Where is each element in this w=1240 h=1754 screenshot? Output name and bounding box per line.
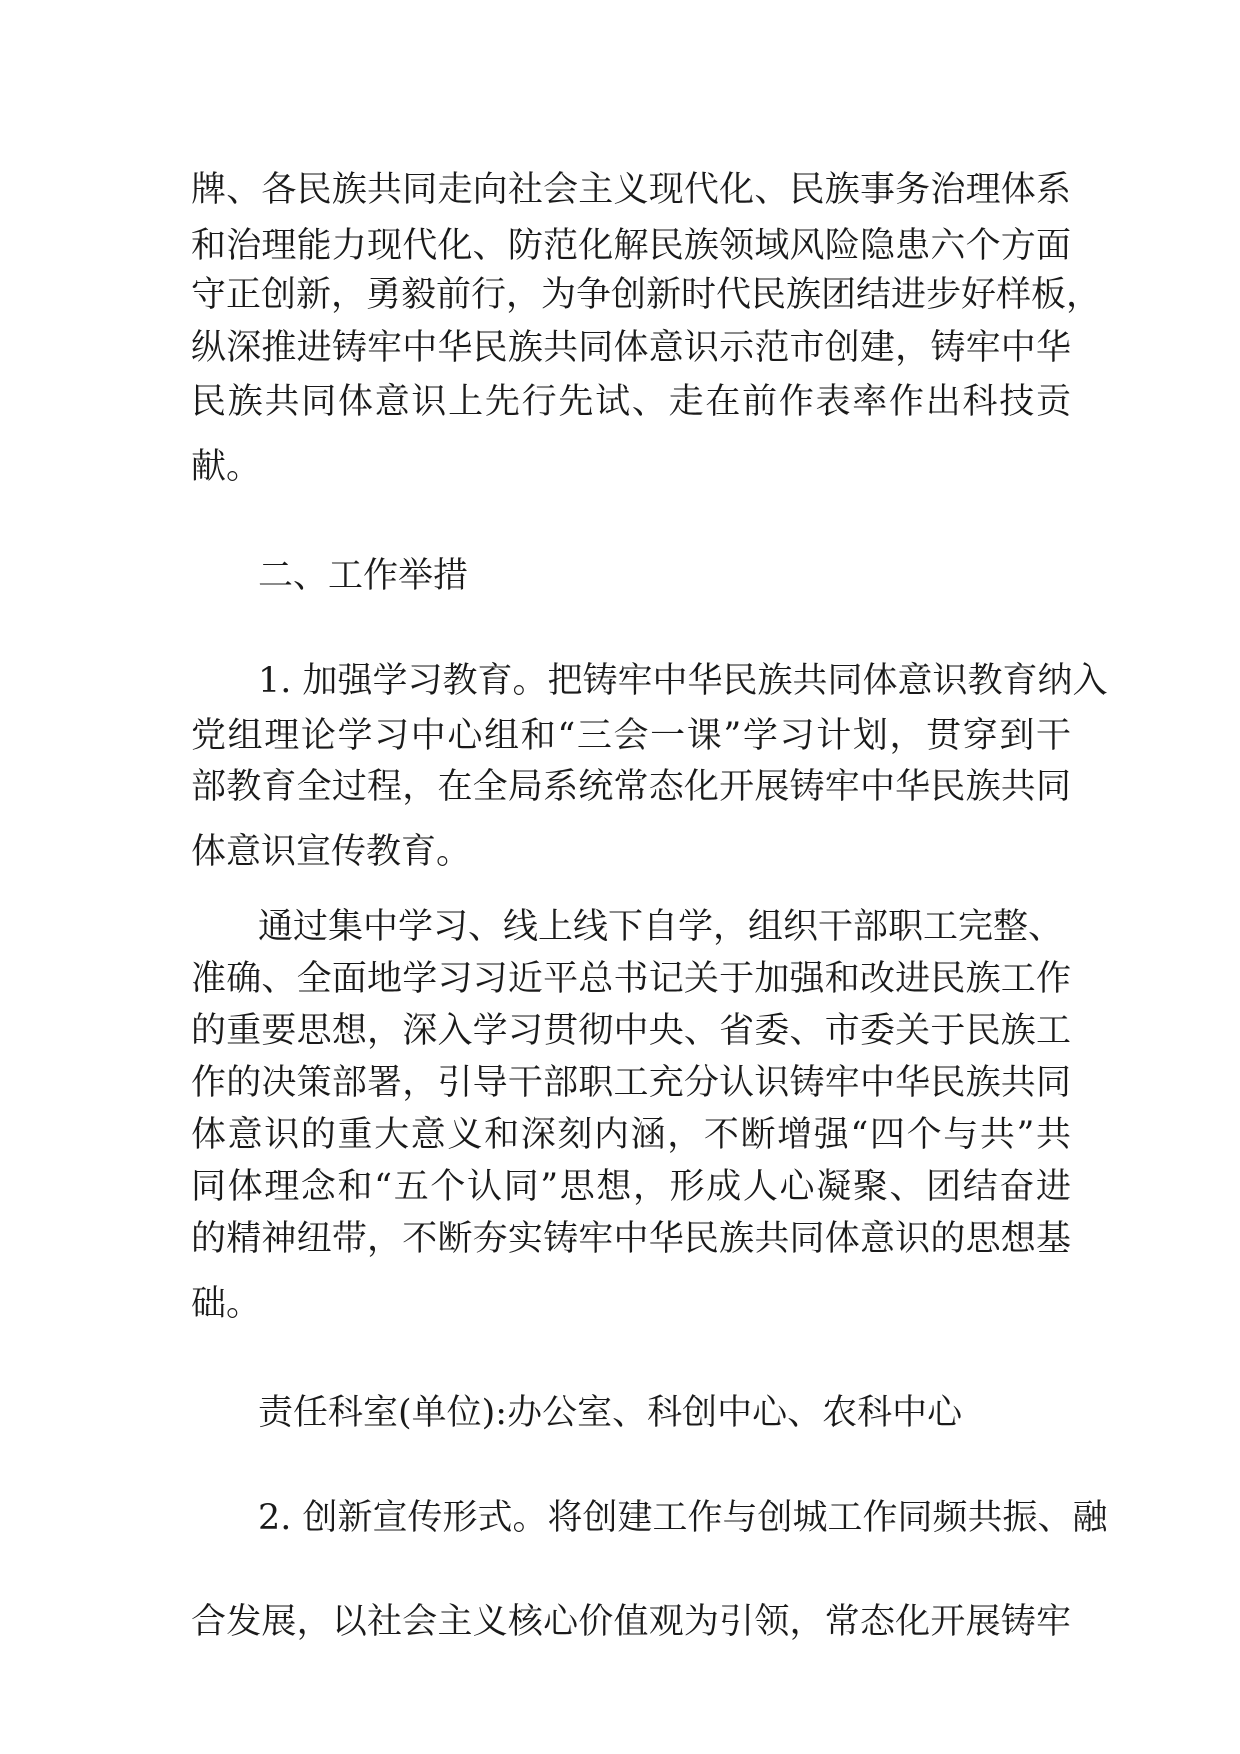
paragraph-line: 同体理念和“五个认同”思想，形成人心凝聚、团结奋进 <box>191 1167 1071 1207</box>
paragraph-line: 的重要思想，深入学习贯彻中央、省委、市委关于民族工 <box>191 1011 1071 1051</box>
paragraph-line: 体意识的重大意义和深刻内涵，不断增强“四个与共”共 <box>191 1115 1071 1155</box>
paragraph-line: 纵深推进铸牢中华民族共同体意识示范市创建，铸牢中华 <box>191 328 1071 368</box>
paragraph-line: 合发展，以社会主义核心价值观为引领，常态化开展铸牢 <box>191 1602 1071 1642</box>
paragraph-line: 准确、全面地学习习近平总书记关于加强和改进民族工作 <box>191 959 1071 999</box>
paragraph-line: 党组理论学习中心组和“三会一课”学习计划，贯穿到干 <box>191 716 1071 756</box>
paragraph-line: 体意识宣传教育。 <box>191 832 472 872</box>
paragraph-line: 献。 <box>191 447 262 487</box>
paragraph-line: 础。 <box>191 1284 262 1324</box>
paragraph-line: 2. 创新宣传形式。将创建工作与创城工作同频共振、融 <box>258 1498 1108 1538</box>
paragraph-line: 和治理能力现代化、防范化解民族领域风险隐患六个方面 <box>191 226 1071 266</box>
paragraph-line: 部教育全过程，在全局系统常态化开展铸牢中华民族共同 <box>191 767 1071 807</box>
section-heading: 二、工作举措 <box>258 556 469 596</box>
paragraph-line: 民族共同体意识上先行先试、走在前作表率作出科技贡 <box>191 382 1071 422</box>
paragraph-line: 的精神纽带，不断夯实铸牢中华民族共同体意识的思想基 <box>191 1219 1071 1259</box>
responsible-units-line: 责任科室(单位):办公室、科创中心、农科中心 <box>258 1393 963 1433</box>
paragraph-line: 1. 加强学习教育。把铸牢中华民族共同体意识教育纳入 <box>258 661 1108 701</box>
paragraph-line: 牌、各民族共同走向社会主义现代化、民族事务治理体系 <box>191 170 1071 210</box>
paragraph-line: 作的决策部署，引导干部职工充分认识铸牢中华民族共同 <box>191 1063 1071 1103</box>
paragraph-line: 守正创新，勇毅前行，为争创新时代民族团结进步好样板， <box>191 275 1102 315</box>
paragraph-line: 通过集中学习、线上线下自学，组织干部职工完整、 <box>258 907 1064 947</box>
